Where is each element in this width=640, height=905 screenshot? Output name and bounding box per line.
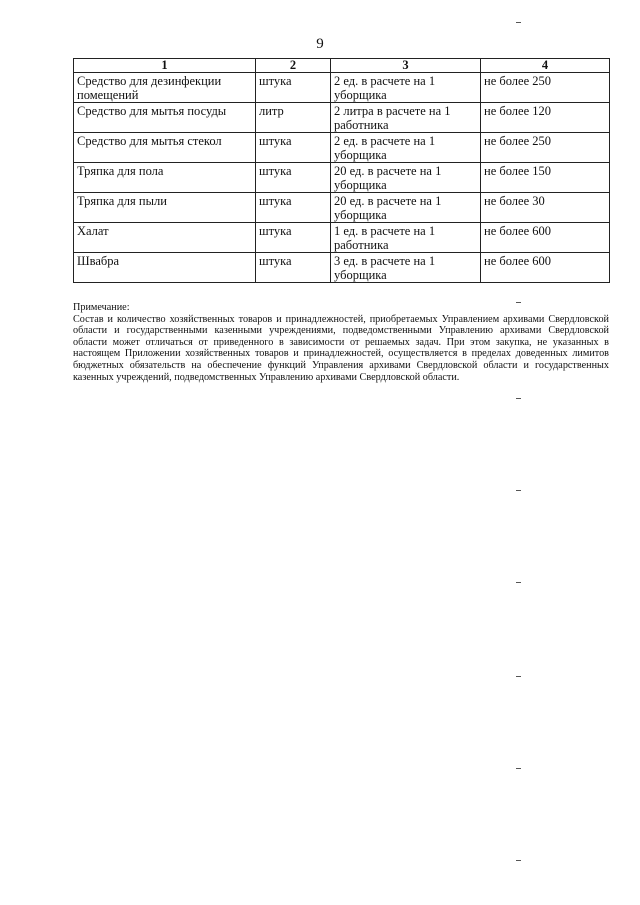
column-header: 2 bbox=[256, 59, 331, 73]
item-cell: Тряпка для пола bbox=[74, 163, 256, 193]
item-cell: Средство для дезинфекции помещений bbox=[74, 73, 256, 103]
scan-speck bbox=[516, 490, 521, 491]
table-header-row bbox=[74, 59, 610, 73]
column-header: 1 bbox=[74, 59, 256, 73]
table-row bbox=[74, 193, 610, 223]
unit-cell: штука bbox=[256, 223, 331, 253]
norm-cell: 3 ед. в расчете на 1 уборщика bbox=[331, 253, 481, 283]
unit-cell: штука bbox=[256, 163, 331, 193]
column-header: 4 bbox=[481, 59, 610, 73]
norm-cell: 2 ед. в расчете на 1 уборщика bbox=[331, 73, 481, 103]
price-cell: не более 250 bbox=[481, 133, 610, 163]
scan-speck bbox=[516, 582, 521, 583]
price-cell: не более 600 bbox=[481, 223, 610, 253]
scan-speck bbox=[516, 398, 521, 399]
note-block bbox=[73, 302, 609, 383]
price-cell: не более 30 bbox=[481, 193, 610, 223]
unit-cell: штука bbox=[256, 193, 331, 223]
table-row bbox=[74, 73, 610, 103]
price-cell: не более 600 bbox=[481, 253, 610, 283]
norm-cell: 1 ед. в расчете на 1 работника bbox=[331, 223, 481, 253]
scan-speck bbox=[516, 22, 521, 23]
supplies-table bbox=[73, 58, 610, 283]
unit-cell: штука bbox=[256, 133, 331, 163]
table-row bbox=[74, 103, 610, 133]
table-row bbox=[74, 163, 610, 193]
unit-cell: литр bbox=[256, 103, 331, 133]
table-row bbox=[74, 223, 610, 253]
price-cell: не более 150 bbox=[481, 163, 610, 193]
note-text: Состав и количество хозяйственных товаров и принадлежностей, приобретаемых Управлением архивами Свердловской области и государственными казенными учреждениями, подведомственными Управлению архивами Свердловской области может отличаться от приведенного в зависимости от решаемых задач. При этом закупка, не указанных в настоящем Приложении хозяйственных товаров и принадлежностей, осуществляется в пределах доведенных лимитов бюджетных обязательств на обеспечение функций Управления архивами Свердловской области и государственных казенных учреждений, подведомственных Управлению архивами Свердловской области. bbox=[73, 313, 609, 383]
item-cell: Средство для мытья стекол bbox=[74, 133, 256, 163]
item-cell: Тряпка для пыли bbox=[74, 193, 256, 223]
table-row bbox=[74, 253, 610, 283]
table-row bbox=[74, 133, 610, 163]
page-number: 9 bbox=[316, 36, 324, 52]
norm-cell: 20 ед. в расчете на 1 уборщика bbox=[331, 193, 481, 223]
unit-cell: штука bbox=[256, 73, 331, 103]
item-cell: Средство для мытья посуды bbox=[74, 103, 256, 133]
norm-cell: 20 ед. в расчете на 1 уборщика bbox=[331, 163, 481, 193]
unit-cell: штука bbox=[256, 253, 331, 283]
norm-cell: 2 ед. в расчете на 1 уборщика bbox=[331, 133, 481, 163]
scan-speck bbox=[516, 860, 521, 861]
norm-cell: 2 литра в расчете на 1 работника bbox=[331, 103, 481, 133]
scan-speck bbox=[516, 676, 521, 677]
price-cell: не более 250 bbox=[481, 73, 610, 103]
item-cell: Халат bbox=[74, 223, 256, 253]
scan-speck bbox=[516, 302, 521, 303]
item-cell: Швабра bbox=[74, 253, 256, 283]
scan-speck bbox=[516, 768, 521, 769]
note-label: Примечание: bbox=[73, 302, 130, 313]
column-header: 3 bbox=[331, 59, 481, 73]
price-cell: не более 120 bbox=[481, 103, 610, 133]
